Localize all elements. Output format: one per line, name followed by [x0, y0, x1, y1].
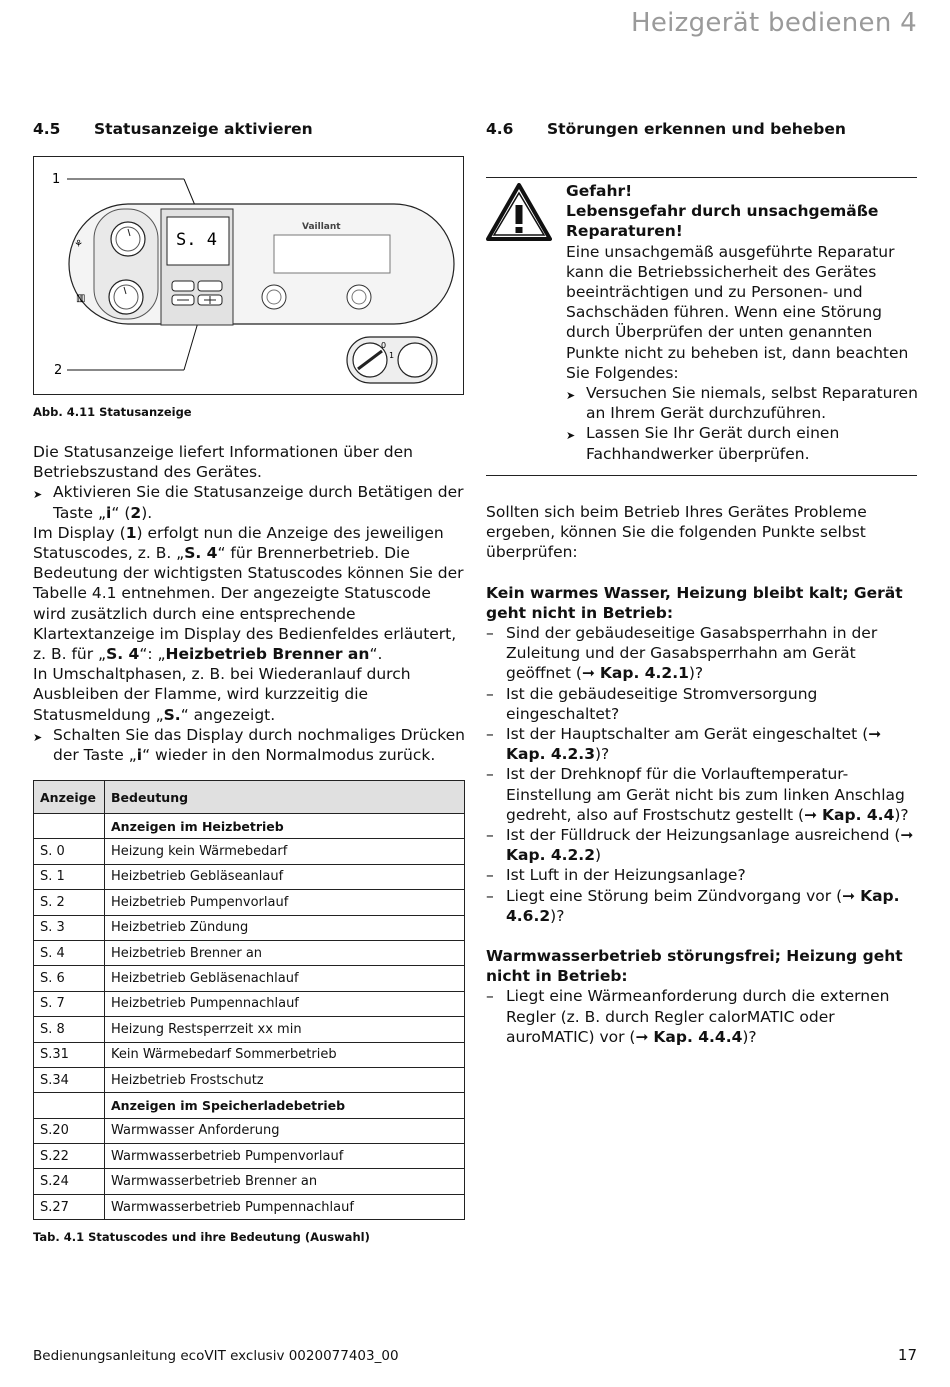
- chapter-reference: Kap. 4.4.4: [653, 1027, 743, 1046]
- section-number: 4.5: [33, 120, 61, 138]
- status-code: S. 8: [34, 1017, 105, 1042]
- dash-bullet: –: [486, 684, 494, 703]
- callout-2-label: 2: [54, 363, 63, 378]
- page-header-title: Heizgerät bedienen 4: [631, 8, 917, 38]
- status-code: S. 3: [34, 915, 105, 940]
- arrow-bullet-icon: ➤: [33, 488, 43, 502]
- paragraph: Die Statusanzeige liefert Informationen über den Betriebszustand des Gerätes.: [33, 443, 413, 482]
- checklist-item: – Sind der gebäudeseitige Gasabsperrhahn in der Zuleitung und der Gasabsperrhahn am Gerät geöffnet (➞ Kap. 4.2.1)?: [486, 624, 878, 683]
- dash-bullet: –: [486, 866, 494, 885]
- arrow-bullet-icon: ➤: [566, 429, 576, 443]
- status-meaning: Heizung kein Wärmebedarf: [105, 839, 465, 864]
- dash-bullet: –: [486, 725, 494, 744]
- checklist-2: [486, 986, 918, 1047]
- table-row: [34, 1118, 465, 1143]
- table-row: [34, 1067, 465, 1092]
- subheading-heating-off: Warmwasserbetrieb störungsfrei; Heizung geht nicht in Betrieb:: [486, 947, 903, 986]
- status-meaning: Heizbetrieb Brenner an: [105, 940, 465, 965]
- status-meaning: Heizbetrieb Frostschutz: [105, 1067, 465, 1092]
- chapter-reference: Kap. 4.4: [822, 805, 895, 824]
- dash-bullet: –: [486, 826, 494, 845]
- dash-bullet: –: [486, 886, 494, 905]
- chapter-reference: Kap. 4.6.2: [506, 886, 900, 925]
- instruction-step: ➤ Versuchen Sie niemals, selbst Reparaturen an Ihrem Gerät durchzuführen.: [566, 384, 918, 423]
- table-row: [34, 1042, 465, 1067]
- status-meaning: Kein Wärmebedarf Sommerbetrieb: [105, 1042, 465, 1067]
- arrow-ref-icon: ➞: [900, 826, 914, 845]
- warning-subtitle: Lebensgefahr durch unsachgemäße Reparaturen!: [566, 202, 879, 241]
- section-heading-4-5: [33, 120, 313, 138]
- section-4-6-body: [486, 502, 918, 1047]
- subheading-no-hot-water: Kein warmes Wasser, Heizung bleibt kalt; Gerät geht nicht in Betrieb:: [486, 583, 903, 622]
- group-label: Anzeigen im Heizbetrieb: [105, 814, 465, 839]
- section-4-5-body: [33, 442, 465, 765]
- table-row: [34, 1194, 465, 1219]
- status-code: S.31: [34, 1042, 105, 1067]
- section-number: 4.6: [486, 120, 514, 138]
- section-title: Statusanzeige aktivieren: [94, 120, 313, 138]
- danger-warning-box: [486, 177, 917, 476]
- table-group-row: [34, 1093, 465, 1118]
- dash-bullet: –: [486, 987, 494, 1006]
- status-code: S. 2: [34, 890, 105, 915]
- paragraph: In Umschaltphasen, z. B. bei Wiederanlauf durch Ausbleiben der Flamme, wird kurzzeitig die Statusmeldung „S.“ angezeigt.: [33, 665, 411, 724]
- warning-title: Gefahr!: [566, 182, 633, 200]
- status-code: S. 4: [34, 940, 105, 965]
- arrow-bullet-icon: ➤: [566, 389, 576, 403]
- switch-on-label: 1: [389, 351, 395, 360]
- status-meaning: Heizbetrieb Gebläsenachlauf: [105, 966, 465, 991]
- status-code: S. 1: [34, 864, 105, 889]
- status-code: S. 7: [34, 991, 105, 1016]
- footer-document-title: Bedienungsanleitung ecoVIT exclusiv 0020077403_00: [33, 1348, 399, 1364]
- status-code: S.34: [34, 1067, 105, 1092]
- table-row: [34, 1144, 465, 1169]
- status-meaning: Warmwasserbetrieb Pumpenvorlauf: [105, 1144, 465, 1169]
- table-row: [34, 890, 465, 915]
- arrow-ref-icon: ➞: [842, 886, 856, 905]
- table-row: [34, 966, 465, 991]
- arrow-bullet-icon: ➤: [33, 730, 43, 744]
- callout-1-label: 1: [52, 172, 61, 187]
- chapter-reference: Kap. 4.2.1: [599, 664, 689, 683]
- table-row: [34, 1017, 465, 1042]
- table-row: [34, 915, 465, 940]
- table-body: [34, 814, 465, 1220]
- table-row: [34, 1169, 465, 1194]
- status-meaning: Warmwasserbetrieb Brenner an: [105, 1169, 465, 1194]
- status-meaning: Heizbetrieb Pumpennachlauf: [105, 991, 465, 1016]
- table-row: [34, 940, 465, 965]
- status-code-table: [33, 780, 465, 1220]
- checklist-1: [486, 623, 918, 926]
- status-meaning: Warmwasser Anforderung: [105, 1118, 465, 1143]
- status-code: S.20: [34, 1118, 105, 1143]
- figure-caption: Abb. 4.11 Statusanzeige: [33, 405, 192, 419]
- status-meaning: Heizbetrieb Zündung: [105, 915, 465, 940]
- checklist-item: – Ist der Hauptschalter am Gerät eingeschaltet (➞ Kap. 4.2.3)?: [486, 725, 882, 764]
- checklist-item: – Ist der Fülldruck der Heizungsanlage ausreichend (➞ Kap. 4.2.2): [486, 826, 914, 865]
- arrow-ref-icon: ➞: [635, 1027, 649, 1046]
- dash-bullet: –: [486, 765, 494, 784]
- section-title: Störungen erkennen und beheben: [547, 120, 846, 138]
- column-header-meaning: Bedeutung: [105, 781, 465, 814]
- status-meaning: Warmwasserbetrieb Pumpennachlauf: [105, 1194, 465, 1219]
- section-heading-4-6: [486, 120, 846, 138]
- warning-text: Eine unsachgemäß ausgeführte Reparatur kann die Betriebssicherheit des Gerätes beeinträchtigen und zu Personen- und Sachschäden führen. Wenn eine Störung durch Überprüfen der unten genannten Punkte nicht zu beheben ist, dann beachten Sie Folgendes:: [566, 242, 909, 382]
- intro-paragraph: Sollten sich beim Betrieb Ihres Gerätes Probleme ergeben, können Sie die folgenden Punkte selbst überprüfen:: [486, 503, 867, 562]
- instruction-step: ➤ Aktivieren Sie die Statusanzeige durch Betätigen der Taste „i“ (2).: [33, 483, 464, 522]
- table-group-row: [34, 814, 465, 839]
- status-meaning: Heizbetrieb Gebläseanlauf: [105, 864, 465, 889]
- column-header-code: Anzeige: [34, 781, 105, 814]
- checklist-item: – Liegt eine Störung beim Zündvorgang vor (➞ Kap. 4.6.2)?: [486, 886, 900, 925]
- status-code: S. 6: [34, 966, 105, 991]
- warning-triangle-icon: [486, 183, 552, 241]
- status-display-figure: [33, 156, 464, 395]
- table-row: [34, 864, 465, 889]
- table-row: [34, 839, 465, 864]
- checklist-item: – Liegt eine Wärmeanforderung durch die externen Regler (z. B. durch Regler calorMATIC oder auroMATIC) vor (➞ Kap. 4.4.4)?: [486, 987, 890, 1046]
- chapter-reference: Kap. 4.2.2: [506, 846, 595, 865]
- status-code: S.22: [34, 1144, 105, 1169]
- checklist-item: – Ist Luft in der Heizungsanlage?: [486, 866, 746, 885]
- status-code: S.24: [34, 1169, 105, 1194]
- instruction-step: ➤ Lassen Sie Ihr Gerät durch einen Fachhandwerker überprüfen.: [566, 424, 840, 463]
- checklist-item: – Ist die gebäudeseitige Stromversorgung eingeschaltet?: [486, 684, 818, 723]
- table-header-row: [34, 781, 465, 814]
- checklist-item: – Ist der Drehknopf für die Vorlauftemperatur-Einstellung am Gerät nicht bis zum linken Anschlag gedreht, also auf Frostschutz gestellt (➞ Kap. 4.4)?: [486, 765, 909, 824]
- status-meaning: Heizbetrieb Pumpenvorlauf: [105, 890, 465, 915]
- status-display-code: S. 4: [176, 230, 217, 250]
- arrow-ref-icon: ➞: [581, 664, 595, 683]
- brand-logo-text: Vaillant: [302, 222, 341, 232]
- table-caption: Tab. 4.1 Statuscodes und ihre Bedeutung (Auswahl): [33, 1230, 370, 1244]
- status-code: S. 0: [34, 839, 105, 864]
- status-code: S.27: [34, 1194, 105, 1219]
- instruction-step: ➤ Schalten Sie das Display durch nochmaliges Drücken der Taste „i“ wieder in den Normalmodus zurück.: [33, 725, 466, 765]
- status-meaning: Heizung Restsperrzeit xx min: [105, 1017, 465, 1042]
- table-row: [34, 991, 465, 1016]
- svg-text:▥: ▥: [76, 293, 86, 304]
- boiler-panel-illustration: [34, 157, 463, 394]
- dash-bullet: –: [486, 624, 494, 643]
- paragraph: Im Display (1) erfolgt nun die Anzeige des jeweiligen Statuscodes, z. B. „S. 4“ für Brennerbetrieb. Die Bedeutung der wichtigsten Statuscodes können Sie der Tabelle 4.1 entnehmen. Der angezeigte Statuscode wird zusätzlich durch eine entsprechende Klartextanzeige im Display des Bedienfeldes erläutert, z. B. für „S. 4“: „Heizbetrieb Brenner an“.: [33, 523, 464, 664]
- arrow-ref-icon: ➞: [868, 725, 882, 744]
- chapter-reference: Kap. 4.2.3: [506, 745, 595, 764]
- group-label: Anzeigen im Speicherladebetrieb: [105, 1093, 465, 1118]
- page-number: 17: [897, 1346, 917, 1364]
- svg-text:⚘: ⚘: [74, 239, 83, 250]
- arrow-ref-icon: ➞: [804, 805, 818, 824]
- switch-off-label: 0: [381, 341, 387, 350]
